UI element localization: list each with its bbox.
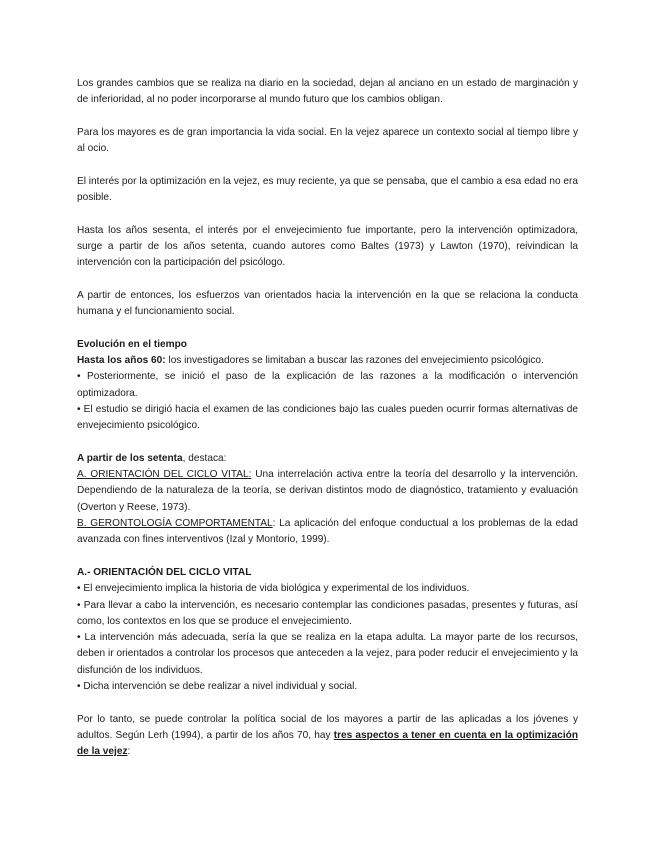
document-page <box>77 76 578 760</box>
orientacion-bullet-3: • La intervención más adecuada, sería la que se realiza en la etapa adulta. La mayor parte de los recursos, deben ir orientados a controlar los procesos que anteceden a la vejez, para poder reducir el envejecimiento y la disfunción de los individuos. <box>77 632 578 676</box>
final-emphasis: tres aspectos a tener en cuenta en la optimización de la vejez <box>77 729 578 758</box>
evolucion-bullet-2: • El estudio se dirigió hacia el examen de las condiciones bajo las cuales pueden ocurrir formas alternativas de envejecimiento psicológico. <box>77 403 578 432</box>
orientacion-heading: A.- ORIENTACIÓN DEL CICLO VITAL <box>77 566 252 578</box>
evolucion-section <box>77 337 578 435</box>
final-text: Por lo tanto, se puede controlar la política social de los mayores a partir de las aplicadas a los jóvenes y adultos. Según Lerh (1994), a partir de los años 70, hay <box>77 713 578 741</box>
evolucion-bullet-1: • Posteriormente, se inició el paso de la explicación de las razones a la modificación o intervención optimizadora. <box>77 371 578 399</box>
final-end: : <box>127 746 131 758</box>
paragraph-1: Los grandes cambios que se realiza na diario en la sociedad, dejan al anciano en un estado de marginación y de inferioridad, al no poder incorporarse al mundo futuro que los cambios obligan. <box>77 78 578 106</box>
paragraph-2: Para los mayores es de gran importancia la vida social. En la vejez aparece un contexto social al tiempo libre y al ocio. <box>77 126 578 155</box>
orientacion-bullet-1: • El envejecimiento implica la historia de vida biológica y experimental de los individuos. <box>77 583 470 595</box>
hasta-line <box>77 353 578 369</box>
hasta-label: Hasta los años 60: <box>77 355 166 367</box>
paragraph-3: El interés por la optimización en la vejez, es muy reciente, ya que se pensaba, que el cambio a esa edad no era posible. <box>77 175 578 204</box>
final-paragraph <box>77 712 578 761</box>
setenta-a-label: A. ORIENTACIÓN DEL CICLO VITAL: <box>77 469 252 481</box>
setenta-line <box>77 451 578 467</box>
setenta-label: A partir de los setenta <box>77 452 183 464</box>
setenta-section <box>77 451 578 549</box>
hasta-text: los investigadores se limitaban a buscar las razones del envejecimiento psicológico. <box>165 355 544 367</box>
setenta-b-label: B. GERONTOLOGÍA COMPORTAMENTAL <box>77 518 273 530</box>
orientacion-bullet-2: • Para llevar a cabo la intervención, es necesario contemplar las condiciones pasadas, presentes y futuras, así como, los contextos en los que se produce el envejecimiento. <box>77 599 578 627</box>
orientacion-section <box>77 565 578 695</box>
setenta-b-text: : La aplicación del enfoque conductual a los problemas de la edad avanzada con fines interventivos (Izal y Montorio, 1999). <box>77 518 578 546</box>
setenta-item-a <box>77 467 578 516</box>
paragraph-4: Hasta los años sesenta, el interés por el envejecimiento fue importante, pero la intervención optimizadora, surge a partir de los años setenta, cuando autores como Baltes (1973) y Lawton (1970), reivindican la intervención con la participación del psicólogo. <box>77 224 578 269</box>
setenta-item-b <box>77 516 578 549</box>
setenta-label-rest: , destaca: <box>182 452 227 464</box>
setenta-a-text: Una interrelación activa entre la teoría del desarrollo y la intervención. Dependiendo de la naturaleza de la teoría, se derivan distintos modo de diagnóstico, tratamiento y evaluación (Overton y Reese, 1973). <box>77 469 578 513</box>
orientacion-bullet-4: • Dicha intervención se debe realizar a nivel individual y social. <box>77 680 358 692</box>
evolucion-heading: Evolución en el tiempo <box>77 338 187 350</box>
paragraph-5: A partir de entonces, los esfuerzos van orientados hacia la intervención en la que se relaciona la conducta humana y el funcionamiento social. <box>77 289 578 318</box>
